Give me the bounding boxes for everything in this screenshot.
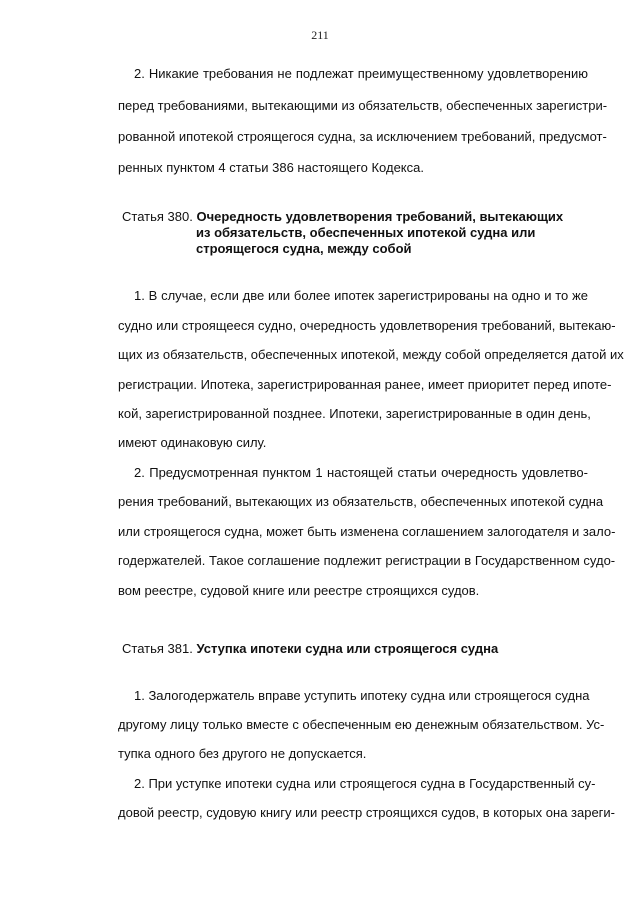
text-line: судно или строящееся судно, очередность удовлетворения требований, вытекаю- xyxy=(118,318,616,333)
text-line: ренных пунктом 4 статьи 386 настоящего Кодекса. xyxy=(118,160,424,175)
text-line: перед требованиями, вытекающими из обязательств, обеспеченных зарегистри- xyxy=(118,98,608,113)
article-title-line: из обязательств, обеспеченных ипотекой судна или xyxy=(196,225,536,240)
text-line: регистрации. Ипотека, зарегистрированная ранее, имеет приоритет перед ипоте- xyxy=(118,377,612,392)
text-line: довой реестр, судовую книгу или реестр строящихся судов, в которых она зареги- xyxy=(118,805,616,820)
text-line: рованной ипотекой строящегося судна, за исключением требований, предусмот- xyxy=(118,129,607,144)
article-heading-line xyxy=(122,641,498,657)
article-heading-line xyxy=(122,209,563,225)
text-line: 2. Предусмотренная пунктом 1 настоящей статьи очередность удовлетво- xyxy=(134,465,588,480)
text-line: 1. В случае, если две или более ипотек зарегистрированы на одно и то же xyxy=(134,288,588,303)
text-line: 1. Залогодержатель вправе уступить ипотеку судна или строящегося судна xyxy=(134,688,590,703)
text-line: щих из обязательств, обеспеченных ипотекой, между собой определяется датой их xyxy=(118,347,624,362)
text-line: вом реестре, судовой книге или реестре строящихся судов. xyxy=(118,583,480,598)
text-line: 2. При уступке ипотеки судна или строящегося судна в Государственный су- xyxy=(134,776,596,791)
text-line: годержателей. Такое соглашение подлежит регистрации в Государственном судо- xyxy=(118,553,616,568)
text-line: рения требований, вытекающих из обязательств, обеспеченных ипотекой судна xyxy=(118,494,604,509)
article-title-line: Уступка ипотеки судна или строящегося судна xyxy=(196,641,499,656)
article-title-line: строящегося судна, между собой xyxy=(196,241,412,256)
article-heading-line xyxy=(196,225,535,241)
text-line: кой, зарегистрированной позднее. Ипотеки, зарегистрированные в один день, xyxy=(118,406,591,421)
text-line: имеют одинаковую силу. xyxy=(118,435,267,450)
text-line: другому лицу только вместе с обеспеченным ею денежным обязательством. Ус- xyxy=(118,717,605,732)
article-heading-line xyxy=(196,241,412,257)
article-title-line: Очередность удовлетворения требований, вытекающих xyxy=(196,209,564,224)
page-number: 211 xyxy=(311,28,329,42)
text-line: тупка одного без другого не допускается. xyxy=(118,746,367,761)
article-number: Статья 381. xyxy=(122,641,193,656)
text-line: или строящегося судна, может быть изменена соглашением залогодателя и зало- xyxy=(118,524,616,539)
article-number: Статья 380. xyxy=(122,209,193,224)
text-line: 2. Никакие требования не подлежат преимущественному удовлетворению xyxy=(134,66,588,81)
